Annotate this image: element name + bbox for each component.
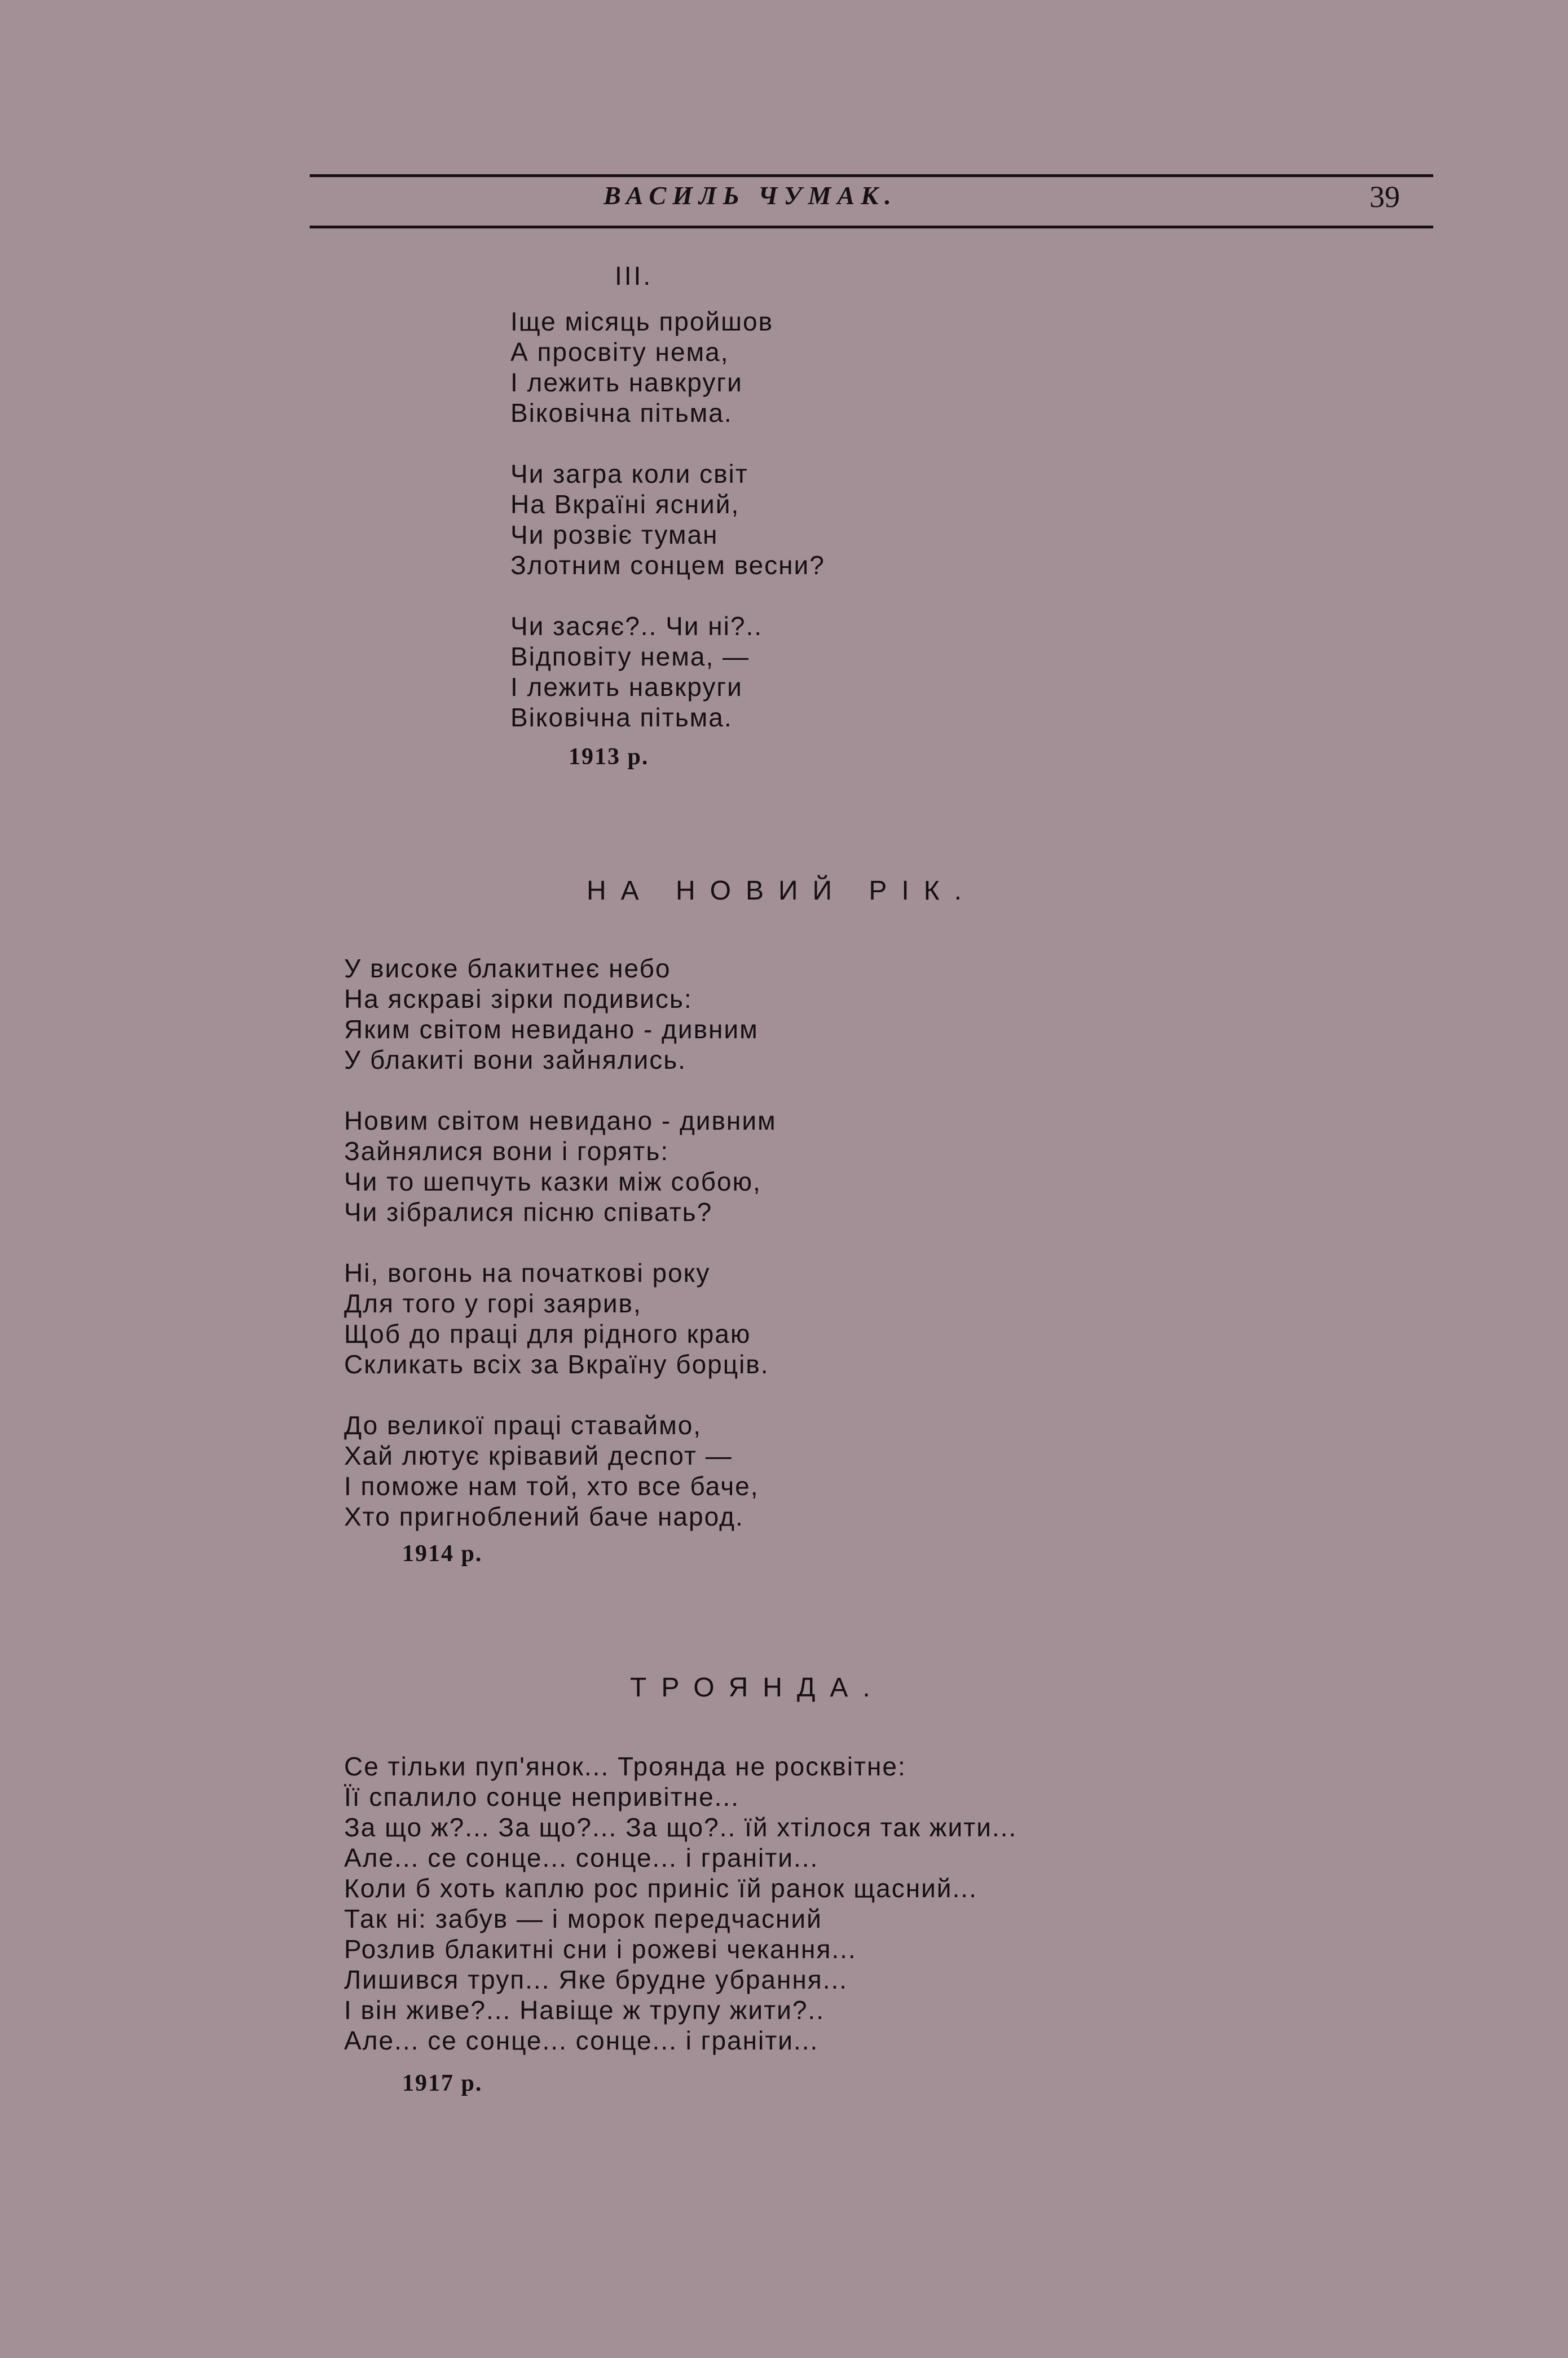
verse-line: Відповіту нема, —: [510, 642, 750, 671]
verse-line: Ні, вогонь на початкові року: [344, 1258, 711, 1288]
poem-iii: [510, 306, 825, 733]
header-rule-bottom: [310, 226, 1433, 228]
stanza: [344, 1258, 777, 1379]
poem-date: 1913 р.: [569, 744, 649, 770]
verse-line: Так ні: забув — і морок передчасний: [344, 1904, 822, 1933]
verse-line: Скликать всіх за Вкраїну борців.: [344, 1350, 769, 1379]
poem-numeral: III.: [615, 261, 653, 290]
verse-line: Яким світом невидано - дивним: [344, 1015, 759, 1044]
verse-line: Хто пригноблений баче народ.: [344, 1502, 744, 1531]
verse-line: Для того у горі заярив,: [344, 1289, 642, 1318]
page-number: 39: [1369, 180, 1400, 214]
poem-title: ТРОЯНДА.: [630, 1673, 885, 1703]
verse-line: Чи засяє?.. Чи ні?..: [510, 611, 763, 641]
verse-line: Чи загра коли світ: [510, 459, 748, 488]
running-title: ВАСИЛЬ ЧУМАК.: [604, 181, 897, 210]
poem-date: 1917 р.: [402, 2070, 483, 2096]
stanza: [344, 1105, 777, 1227]
verse-line: Віковічна пітьма.: [510, 703, 733, 732]
verse-line: І поможе нам той, хто все баче,: [344, 1471, 759, 1501]
verse-line: Віковічна пітьма.: [510, 398, 733, 427]
verse-line: Іще місяць пройшов: [510, 307, 774, 336]
poem-date: 1914 р.: [402, 1541, 483, 1567]
verse-line: За що ж?... За що?... За що?.. їй хтілося так жити...: [344, 1813, 1018, 1842]
header-rule-top: [310, 174, 1433, 177]
verse-line: Щоб до праці для рідного краю: [344, 1319, 751, 1348]
verse-line: Але... се сонце... сонце... і граніти...: [344, 2026, 819, 2055]
verse-line: Чи розвіє туман: [510, 520, 719, 549]
verse-line: Новим світом невидано - дивним: [344, 1106, 777, 1135]
verse-line: Чи то шепчуть казки між собою,: [344, 1167, 761, 1196]
verse-line: Се тільки пуп'янок... Троянда не росквітне:: [344, 1752, 906, 1781]
verse-line: Злотним сонцем весни?: [510, 550, 825, 580]
verse-line: А просвіту нема,: [510, 337, 729, 367]
verse-line: І лежить навкруги: [510, 672, 743, 702]
verse-line: І лежить навкруги: [510, 368, 743, 397]
stanza: [510, 459, 825, 580]
verse-line: Але... се сонце... сонце... і граніти...: [344, 1843, 819, 1872]
poem-na-novyi-rik: [344, 953, 777, 1532]
stanza: [344, 1410, 777, 1532]
verse-line: На яскраві зірки подивись:: [344, 984, 693, 1013]
verse-line: Розлив блакитні сни і рожеві чекання...: [344, 1934, 857, 1964]
verse-line: Чи зібралися пісню співать?: [344, 1197, 713, 1227]
verse-line: Коли б хоть каплю рос приніс їй ранок щасний...: [344, 1874, 977, 1903]
verse-line: Хай лютує крівавий деспот —: [344, 1441, 733, 1470]
stanza: [344, 953, 777, 1075]
poem-troianda: [344, 1751, 1017, 2056]
verse-line: І він живе?... Навіще ж трупу жити?..: [344, 1995, 825, 2025]
stanza: [510, 611, 825, 733]
verse-line: У високе блакитнеє небо: [344, 954, 671, 983]
verse-line: У блакиті вони зайнялись.: [344, 1045, 686, 1074]
verse-line: Зайнялися вони і горять:: [344, 1136, 670, 1166]
verse-line: До великої праці ставаймо,: [344, 1411, 702, 1440]
verse-line: Лишився труп... Яке брудне убрання...: [344, 1965, 848, 1994]
verse-line: На Вкраїні ясний,: [510, 490, 740, 519]
stanza: [510, 306, 825, 428]
poem-title: НА НОВИЙ РІК.: [587, 876, 977, 906]
verse-line: Її спалило сонце непривітне...: [344, 1782, 740, 1812]
stanza: [344, 1751, 1017, 2056]
